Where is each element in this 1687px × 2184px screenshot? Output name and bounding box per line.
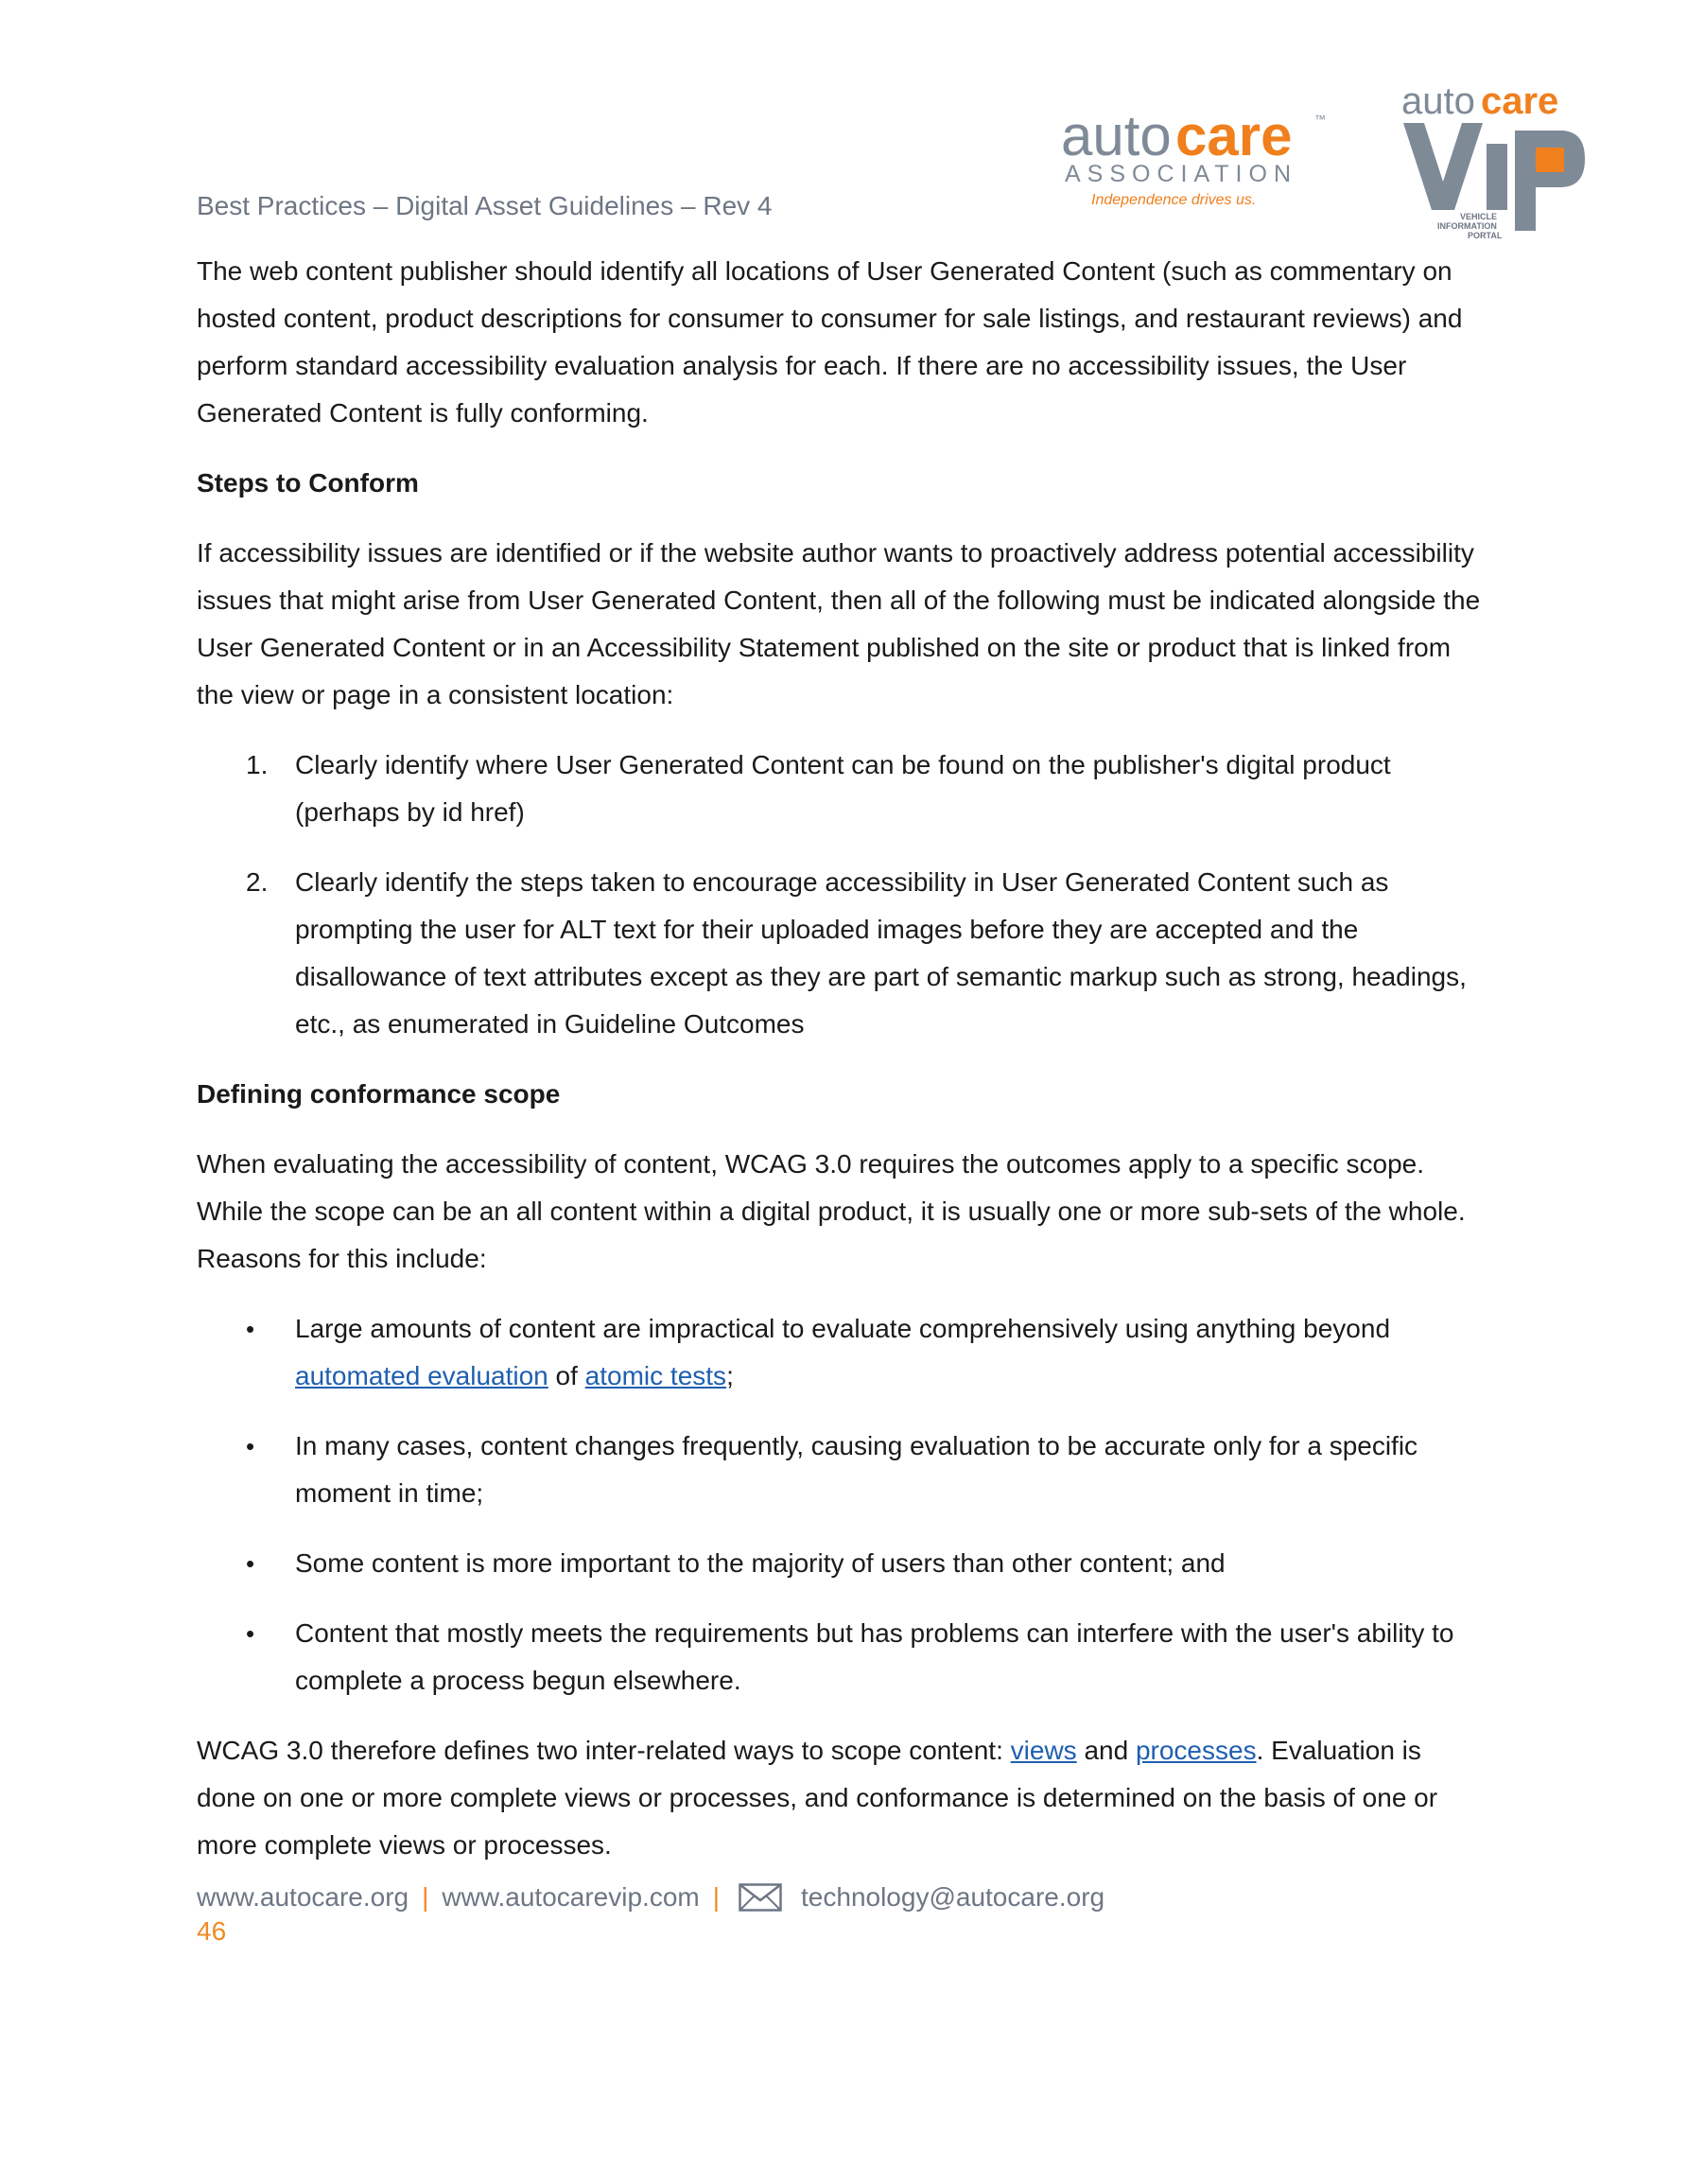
bullet-marker: • xyxy=(246,1619,255,1648)
footer-link-autocarevip[interactable]: www.autocarevip.com xyxy=(442,1882,700,1912)
bullet-marker: • xyxy=(246,1549,255,1578)
list-item-text: In many cases, content changes frequently, causing evaluation to be accurate only for a specific moment in time; xyxy=(295,1431,1418,1508)
vip-caption-portal: PORTAL xyxy=(1468,231,1503,238)
link-views[interactable]: views xyxy=(1010,1736,1077,1765)
link-processes[interactable]: processes xyxy=(1135,1736,1257,1765)
mail-icon xyxy=(739,1883,782,1920)
autocare-vip-logo xyxy=(1400,78,1598,238)
paragraph-text-part: WCAG 3.0 therefore defines two inter-related ways to scope content: xyxy=(197,1736,1011,1765)
list-item-text: Clearly identify where User Generated Content can be found on the publisher's digital product (perhaps by id href) xyxy=(295,750,1391,827)
running-header-title: Best Practices – Digital Asset Guidelines – Rev 4 xyxy=(197,191,773,220)
vip-logo-word-auto: auto xyxy=(1401,80,1475,122)
list-item-text: Content that mostly meets the requirements but has problems can interfere with the user's ability to complete a process begun elsewhere. xyxy=(295,1618,1454,1695)
heading-defining-conformance-scope: Defining conformance scope xyxy=(197,1079,561,1109)
vip-logo-word-care: care xyxy=(1481,80,1559,122)
reasons-bullet-list xyxy=(197,1305,1483,1704)
vip-caption-vehicle: VEHICLE xyxy=(1460,212,1498,221)
list-item xyxy=(197,1305,1483,1400)
footer-separator: | xyxy=(422,1882,429,1912)
logo-trademark: ™ xyxy=(1314,113,1326,126)
list-item-text-part: Large amounts of content are impractical to evaluate comprehensively using anything beyond xyxy=(295,1314,1391,1343)
heading-steps-to-conform: Steps to Conform xyxy=(197,468,419,498)
list-item xyxy=(197,859,1483,1048)
paragraph-scope-content xyxy=(197,1727,1483,1869)
list-item-text: Some content is more important to the majority of users than other content; and xyxy=(295,1548,1226,1578)
autocare-association-logo xyxy=(1059,102,1343,216)
list-item xyxy=(197,742,1483,836)
footer-link-autocare[interactable]: www.autocare.org xyxy=(197,1882,409,1912)
link-atomic-tests[interactable]: atomic tests xyxy=(584,1361,727,1390)
list-number: 1. xyxy=(246,750,269,779)
paragraph-text-part: . Evaluation is done on one or more complete views or processes, and conformance is determined on the basis of one or more complete views or processes. xyxy=(197,1736,1438,1860)
footer-separator: | xyxy=(712,1882,721,1912)
list-item-text-part: ; xyxy=(726,1361,734,1390)
vip-caption-information: INFORMATION xyxy=(1437,221,1497,231)
page-number: 46 xyxy=(197,1916,227,1946)
bullet-marker: • xyxy=(246,1315,255,1343)
list-number: 2. xyxy=(246,867,269,897)
paragraph-text-part: and xyxy=(1076,1736,1136,1765)
list-item-text-part: of xyxy=(548,1361,585,1390)
paragraph-accessibility-issues: If accessibility issues are identified or if the website author wants to proactively address potential accessibility issues that might arise from User Generated Content, then all of the following must be indicated alongside the User Generated Content or in an Accessibility Statement published on the site or product that is linked from the view or page in a consistent location: xyxy=(197,538,1481,709)
logo-word-care: care xyxy=(1175,104,1293,167)
steps-list xyxy=(197,742,1483,1048)
footer-email[interactable]: technology@autocare.org xyxy=(801,1882,1105,1912)
paragraph-evaluating-accessibility: When evaluating the accessibility of content, WCAG 3.0 requires the outcomes apply to a specific scope. While the scope can be an all content within a digital product, it is usually one or more sub-sets of the whole. Reasons for this include: xyxy=(197,1149,1466,1273)
paragraph-user-generated-content: The web content publisher should identify all locations of User Generated Content (such as commentary on hosted content, product descriptions for consumer to consumer for sale listings, and restaurant reviews) and perform standard accessibility evaluation analysis for each. If there are no accessibility issues, the User Generated Content is fully conforming. xyxy=(197,256,1463,428)
list-item-text: Clearly identify the steps taken to encourage accessibility in User Generated Content such as prompting the user for ALT text for their uploaded images before they are accepted and the disallowance of text attributes except as they are part of semantic markup such as strong, headings, etc., as enumerated in Guideline Outcomes xyxy=(295,867,1467,1039)
document-body xyxy=(197,248,1483,1892)
bullet-marker: • xyxy=(246,1432,255,1460)
list-item xyxy=(197,1540,1483,1587)
list-item xyxy=(197,1423,1483,1517)
logo-association-text: ASSOCIATION xyxy=(1065,161,1298,187)
logo-word-auto: auto xyxy=(1061,104,1172,167)
list-item xyxy=(197,1610,1483,1704)
page-footer xyxy=(197,1880,1104,1920)
logo-tagline: Independence drives us. xyxy=(1091,192,1257,208)
link-automated-evaluation[interactable]: automated evaluation xyxy=(295,1361,548,1390)
